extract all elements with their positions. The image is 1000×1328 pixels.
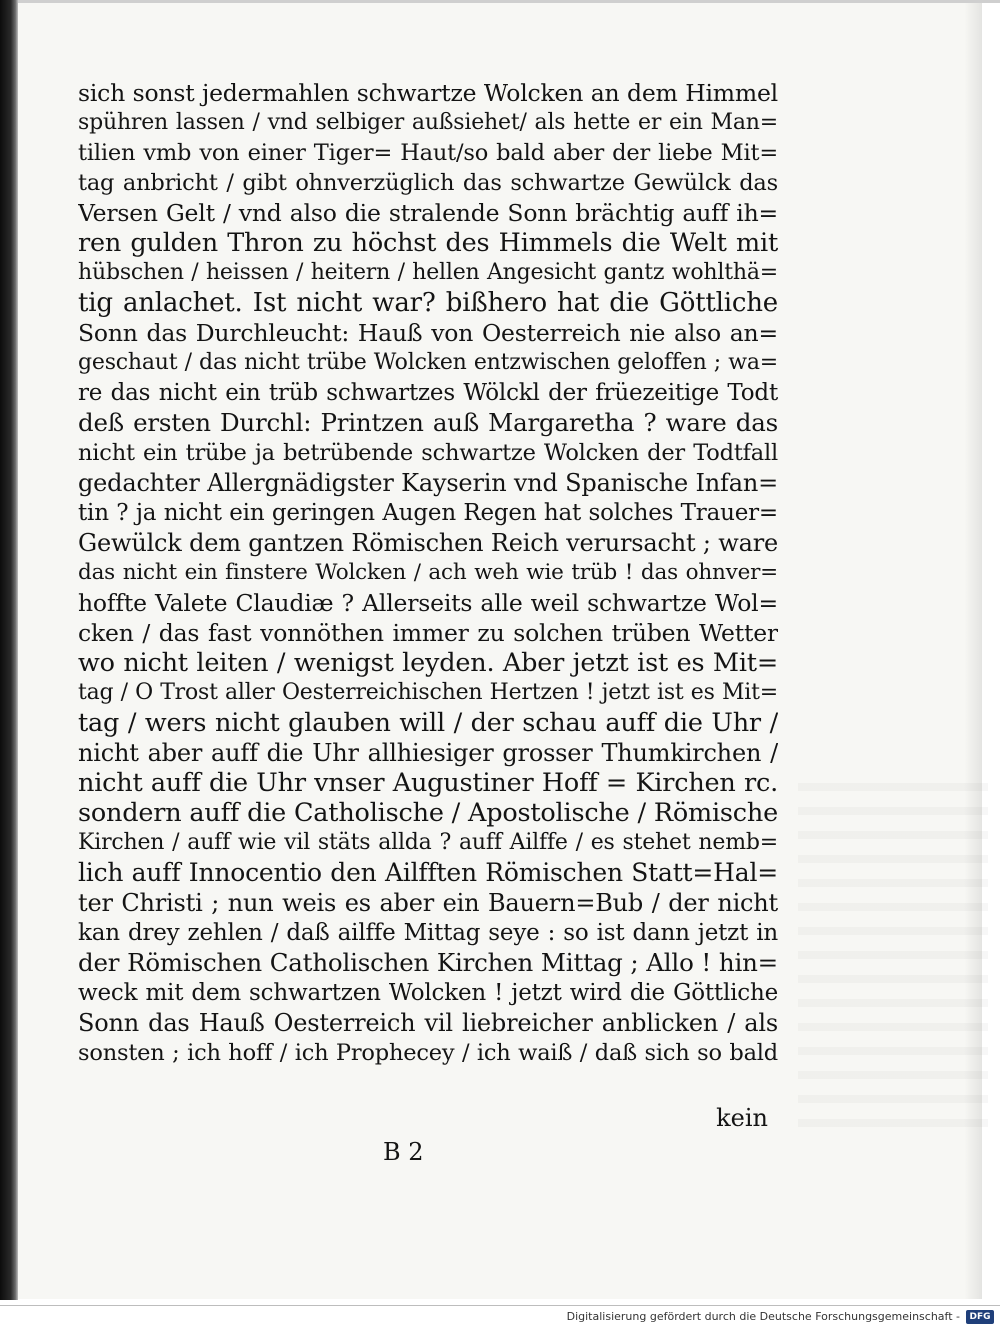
text-line: tin ? ja nicht ein geringen Augen Regen hat solches Trauer= bbox=[78, 500, 778, 526]
text-line: Gewülck dem gantzen Römischen Reich verursacht ; ware bbox=[78, 529, 778, 557]
text-line: Sonn das Durchleucht: Hauß von Oesterreich nie also an= bbox=[78, 319, 778, 347]
text-line: lich auff Innocentio den Ailfften Römischen Statt=Hal= bbox=[78, 858, 778, 887]
text-line: sonsten ; ich hoff / ich Prophecey / ich waiß / daß sich so bald bbox=[78, 1040, 778, 1066]
text-line: ter Christi ; nun weis es aber ein Bauern=Bub / der nicht bbox=[78, 889, 778, 917]
text-line: das nicht ein finstere Wolcken / ach weh wie trüb ! das ohnver= bbox=[78, 560, 778, 585]
text-line: tig anlachet. Ist nicht war? bißhero hat die Göttliche bbox=[78, 288, 778, 318]
funding-credit: Digitalisierung gefördert durch die Deutsche Forschungsgemeinschaft - bbox=[566, 1310, 960, 1323]
text-line: hübschen / heissen / heitern / hellen Angesicht gantz wohlthä= bbox=[78, 260, 778, 285]
text-line: wo nicht leiten / wenigst leyden. Aber jetzt ist es Mit= bbox=[78, 648, 778, 678]
text-line: sondern auff die Catholische / Apostolische / Römische bbox=[78, 798, 778, 828]
text-line: tag / wers nicht glauben will / der schau auff die Uhr / bbox=[78, 708, 778, 738]
text-line: nicht ein trübe ja betrübende schwartze Wolcken der Todtfall bbox=[78, 440, 778, 466]
text-line: ren gulden Thron zu höchst des Himmels die Welt mit bbox=[78, 228, 778, 258]
text-line: nicht aber auff die Uhr allhiesiger grosser Thumkirchen / bbox=[78, 739, 778, 767]
text-line: tilien vmb von einer Tiger= Haut/so bald aber der liebe Mit= bbox=[78, 140, 778, 166]
page-binding-shadow bbox=[0, 0, 18, 1300]
show-through-text bbox=[798, 783, 988, 1143]
text-line: hoffte Valete Claudiæ ? Allerseits alle weil schwartze Wol= bbox=[78, 589, 778, 617]
text-line: deß ersten Durchl: Printzen auß Margaretha ? ware das bbox=[78, 408, 778, 437]
text-line: cken / das fast vonnöthen immer zu solchen trüben Wetter bbox=[78, 619, 778, 647]
text-line: Versen Gelt / vnd also die stralende Sonn brächtig auff ih= bbox=[78, 199, 778, 227]
text-line: der Römischen Catholischen Kirchen Mittag ; Allo ! hin= bbox=[78, 948, 778, 977]
text-line: Sonn das Hauß Oesterreich vil liebreicher anblicken / als bbox=[78, 1009, 778, 1037]
text-line: Kirchen / auff wie vil stäts allda ? auff Ailffe / es stehet nemb= bbox=[78, 830, 778, 855]
text-line: spühren lassen / vnd selbiger außsiehet/ als hette er ein Man= bbox=[78, 110, 778, 135]
text-line: tag / O Trost aller Oesterreichischen Hertzen ! jetzt ist es Mit= bbox=[78, 680, 778, 705]
text-line: sich sonst jedermahlen schwartze Wolcken an dem Himmel bbox=[78, 79, 778, 107]
page-foot-line bbox=[78, 1104, 778, 1168]
text-line: weck mit dem schwartzen Wolcken ! jetzt wird die Göttliche bbox=[78, 980, 778, 1006]
text-line: re das nicht ein trüb schwartzes Wölckl der früezeitige Todt bbox=[78, 380, 778, 406]
text-line: gedachter Allergnädigster Kayserin vnd Spanische Infan= bbox=[78, 469, 778, 497]
text-line: nicht auff die Uhr vnser Augustiner Hoff = Kirchen rc. bbox=[78, 768, 778, 798]
text-line: geschaut / das nicht trübe Wolcken entzwischen geloffen ; wa= bbox=[78, 350, 778, 375]
text-line: kan drey zehlen / daß ailffe Mittag seye : so ist dann jetzt in bbox=[78, 920, 778, 946]
text-line: tag anbricht / gibt ohnverzüglich das schwartze Gewülck das bbox=[78, 170, 778, 196]
signature-mark: B 2 bbox=[383, 1138, 424, 1166]
catchword: kein bbox=[716, 1104, 768, 1132]
body-text bbox=[78, 78, 778, 1068]
digitization-footer bbox=[0, 1305, 1000, 1328]
dfg-logo: DFG bbox=[966, 1310, 994, 1324]
